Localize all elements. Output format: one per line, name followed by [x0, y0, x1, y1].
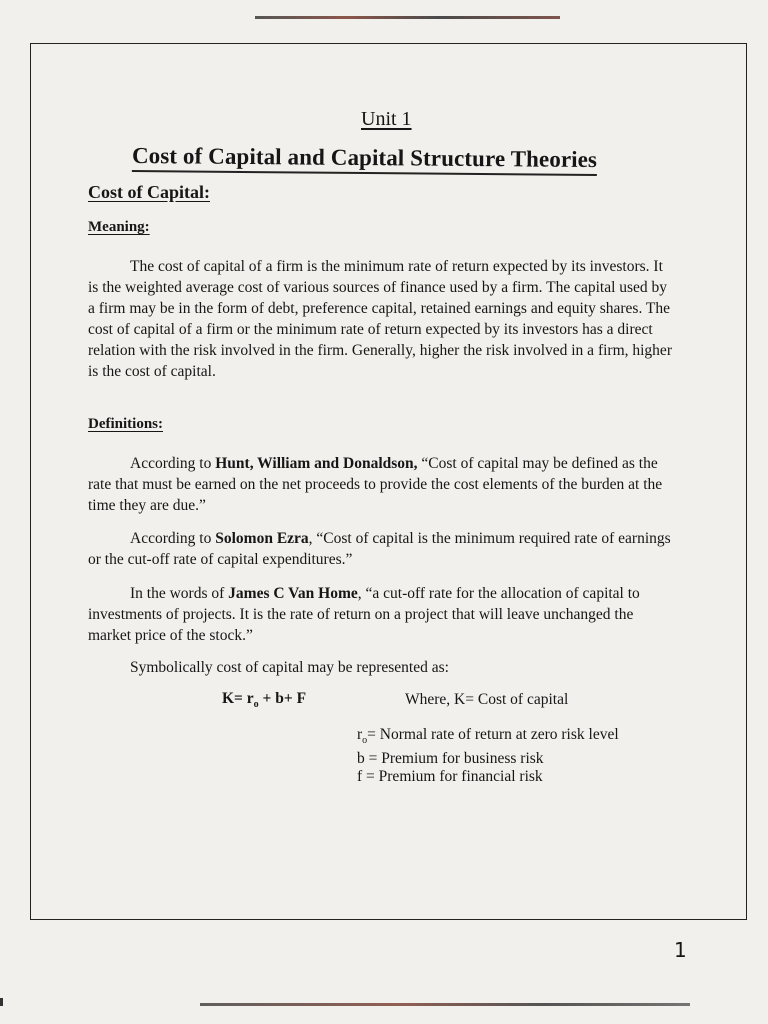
- meaning-heading: Meaning:: [88, 219, 150, 235]
- b-definition: b = Premium for business risk: [357, 750, 544, 768]
- r0-symbol: r: [357, 726, 363, 743]
- r0-text: = Normal rate of return at zero risk level: [367, 726, 619, 743]
- symbolic-intro: [88, 657, 673, 678]
- symbolic-intro-text: Symbolically cost of capital may be represented as:: [130, 659, 449, 676]
- formula-where: Where, K= Cost of capital: [405, 691, 569, 708]
- formula-rest: + b+ F: [262, 690, 307, 707]
- definition-2-prefix: According to: [130, 530, 216, 547]
- section-heading: Cost of Capital:: [88, 182, 210, 202]
- formula-definitions: [357, 726, 619, 786]
- definition-2: [88, 528, 673, 570]
- document-title: Cost of Capital and Capital Structure Theories: [132, 143, 597, 176]
- cost-of-capital-formula: [222, 690, 306, 710]
- meaning-text: The cost of capital of a firm is the minimum rate of return expected by its investors. It is the weighted average cost of various sources of finance used by a firm. The capital used by a firm may be in the form of debt, preference capital, retained earnings and equity shares. The cost of capital of a firm or the minimum rate of return expected by its investors has a direct relation with the risk involved in the firm. Generally, higher the risk involved in a firm, higher is the cost of capital.: [88, 258, 672, 380]
- definition-3-prefix: In the words of: [130, 585, 229, 602]
- definition-2-text: , “Cost of capital is the minimum required rate of earnings or the cut-off rate of capital expenditures.”: [88, 530, 671, 568]
- definitions-heading: Definitions:: [88, 416, 163, 432]
- r0-definition: [357, 726, 619, 750]
- formula-subscript: o: [253, 699, 259, 711]
- page-number: 1: [674, 938, 687, 962]
- r0-subscript: o: [362, 735, 368, 747]
- formula-k: K= r: [222, 690, 254, 707]
- definition-3-author: James C Van Home: [228, 585, 358, 602]
- meaning-paragraph: [88, 256, 673, 382]
- unit-label: Unit 1: [361, 108, 412, 130]
- scan-edge-top: [255, 16, 560, 19]
- definition-1-author: Hunt, William and Donaldson,: [215, 455, 418, 472]
- definition-3: [88, 583, 673, 646]
- definition-1-text: “Cost of capital may be defined as the rate that must be earned on the net proceeds to provide the cost elements of the burden at the time they are due.”: [88, 455, 663, 514]
- definition-1: [88, 453, 673, 516]
- definition-1-prefix: According to: [130, 455, 216, 472]
- corner-mark: [0, 998, 3, 1006]
- definition-3-text: , “a cut-off rate for the allocation of capital to investments of projects. It is the rate of return on a project that will leave unchanged the market price of the stock.”: [88, 585, 640, 644]
- scan-edge-bottom: [200, 1003, 690, 1006]
- definition-2-author: Solomon Ezra: [215, 530, 309, 547]
- f-definition: f = Premium for financial risk: [357, 768, 543, 786]
